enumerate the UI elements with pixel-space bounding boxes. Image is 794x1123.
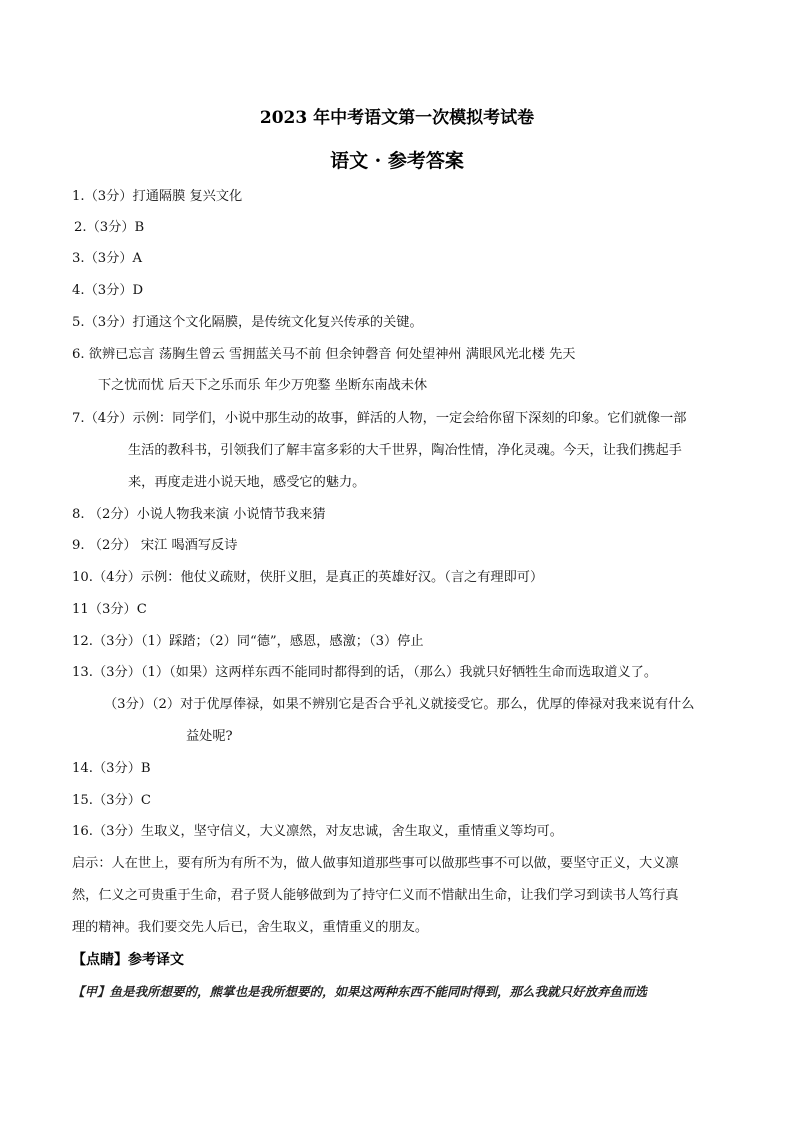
answer-line-15: 15.（3分）C [72,793,152,808]
answer-line-16-insight-2: 然，仁义之可贵重于生命，君子贤人能够做到为了持守仁义而不惜献出生命，让我们学习到读书人笃行真 [72,888,679,903]
answer-line-6-cont: 下之忧而忧 后天下之乐而乐 年少万兜鍪 坐断东南战未休 [98,378,428,393]
answer-line-4: 4.（3分）D [72,283,144,298]
answer-line-3: 3.（3分）A [72,251,143,266]
answer-line-5: 5.（3分）打通这个文化隔膜，是传统文化复兴传承的关键。 [72,315,423,330]
answer-line-10: 10.（4分）示例：他仗义疏财，侠肝义胆，是真正的英雄好汉。（言之有理即可） [72,570,544,585]
answer-line-13-part-2: （3分）（2）对于优厚俸禄，如果不辨别它是否合乎礼义就接受它。那么，优厚的俸禄对我来说有什么 [104,697,695,712]
translation-line-jia: 【甲】鱼是我所想要的，熊掌也是我所想要的，如果这两种东西不能同时得到，那么我就只好放弃鱼而选 [72,984,648,999]
answer-line-9: 9. （2分） 宋江 喝酒写反诗 [72,538,238,553]
answer-line-7-cont-2: 来，再度走进小说天地，感受它的魅力。 [128,475,366,490]
answer-line-12: 12.（3分）（1）踩踏；（2）同“德”，感恩，感激；（3）停止 [72,634,424,649]
answer-line-13: 13.（3分）（1）（如果）这两样东西不能同时都得到的话，（那么）我就只好牺牲生命而选取道义了。 [72,665,658,680]
answer-line-16: 16.（3分）生取义，坚守信义，大义凛然，对友忠诚，舍生取义，重情重义等均可。 [72,824,563,839]
answer-line-16-insight-3: 理的精神。我们要交先人后已，舍生取义，重情重义的朋友。 [72,920,429,935]
answer-line-1: 1.（3分）打通隔膜 复兴文化 [72,189,243,204]
document-title: 2023 年中考语文第一次模拟考试卷 [259,108,535,128]
answer-line-14: 14.（3分）B [72,761,151,776]
answer-line-7-cont-1: 生活的教科书，引领我们了解丰富多彩的大千世界，陶冶性情，净化灵魂。今天，让我们携起手 [128,443,682,458]
document-subtitle: 语文 · 参考答案 [330,150,464,172]
answer-line-2: 2.（3分）B [74,220,145,235]
answer-line-6: 6. 欲辨已忘言 荡胸生曾云 雪拥蓝关马不前 但余钟磬音 何处望神州 满眼风光北楼 先天 [72,347,576,362]
dianjing-heading: 【点睛】参考译文 [72,952,184,968]
answer-line-7: 7.（4分）示例：同学们，小说中那生动的故事，鲜活的人物，一定会给你留下深刻的印象。它们就像一部 [72,411,687,426]
answer-line-8: 8. （2分）小说人物我来演 小说情节我来猜 [72,507,326,522]
answer-line-16-insight-1: 启示：人在世上，要有所为有所不为，做人做事知道那些事可以做那些事不可以做，要坚守正义，大义凛 [72,856,679,871]
answer-line-11: 11（3分）C [72,602,147,617]
answer-line-13-cont: 益处呢? [186,729,233,744]
